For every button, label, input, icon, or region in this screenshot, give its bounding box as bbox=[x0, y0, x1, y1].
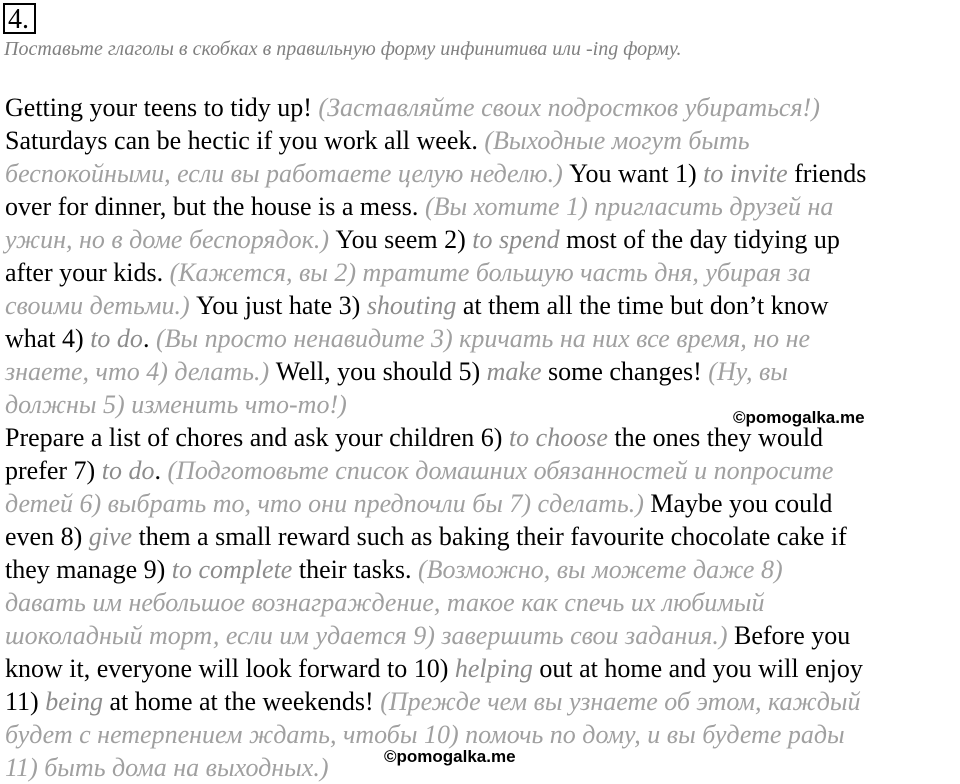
english-text: Prepare a list of chores and ask your children 6) bbox=[5, 423, 509, 452]
exercise-instruction: Поставьте глаголы в скобках в правильную форму инфинитива или -ing форму. bbox=[4, 38, 682, 60]
english-text: 11) bbox=[5, 687, 46, 716]
english-text: You just hate 3) bbox=[196, 291, 367, 320]
translation-text: (Ну, вы bbox=[708, 357, 788, 386]
english-text: the ones they would bbox=[607, 423, 824, 452]
translation-text: (Возможно, вы можете даже 8) bbox=[418, 555, 783, 584]
translation-text: 11) быть дома на выходных.) bbox=[5, 753, 329, 782]
english-text: even 8) bbox=[5, 522, 89, 551]
translation-text: (Прежде чем вы узнаете об этом, каждый bbox=[380, 687, 861, 716]
translation-text: своими детьми.) bbox=[5, 291, 197, 320]
answer-verb: to do bbox=[90, 324, 143, 353]
english-text: out at home and you will enjoy bbox=[532, 654, 863, 683]
translation-text: шоколадный торт, если им удается 9) завершить свои задания.) bbox=[5, 621, 734, 650]
translation-text: детей 6) выбрать то, что они предпочли бы 7) сделать.) bbox=[5, 489, 651, 518]
answer-verb: to spend bbox=[472, 225, 560, 254]
english-text: friends bbox=[787, 159, 867, 188]
text-line bbox=[5, 487, 960, 520]
english-text: some changes! bbox=[541, 357, 709, 386]
text-line bbox=[5, 619, 960, 652]
text-line bbox=[5, 652, 960, 685]
watermark: ©pomogalka.me bbox=[733, 408, 865, 427]
answer-verb: to choose bbox=[508, 423, 608, 452]
text-line bbox=[5, 685, 960, 718]
english-text: Maybe you could bbox=[650, 489, 833, 518]
answer-verb: helping bbox=[454, 654, 533, 683]
text-line bbox=[5, 223, 960, 256]
english-text: their tasks. bbox=[292, 555, 418, 584]
english-text: . bbox=[154, 456, 168, 485]
watermark: ©pomogalka.me bbox=[384, 747, 516, 766]
text-line bbox=[5, 157, 960, 190]
answer-verb: to do bbox=[101, 456, 155, 485]
english-text: over for dinner, but the house is a mess. bbox=[5, 192, 425, 221]
english-text: most of the day tidying up bbox=[559, 225, 840, 254]
english-text: Before you bbox=[734, 621, 851, 650]
translation-text: (Кажется, вы 2) тратите большую часть дня, убирая за bbox=[169, 258, 811, 287]
english-text: You want 1) bbox=[569, 159, 704, 188]
text-line bbox=[5, 322, 960, 355]
text-line bbox=[5, 553, 960, 586]
english-text: know it, everyone will look forward to 10) bbox=[5, 654, 455, 683]
english-text: they manage 9) bbox=[5, 555, 172, 584]
text-line bbox=[5, 454, 960, 487]
english-text: them a small reward such as baking their favourite chocolate cake if bbox=[132, 522, 847, 551]
exercise-number: 4. bbox=[3, 3, 36, 34]
translation-text: (Подготовьте список домашних обязанностей и попросите bbox=[167, 456, 834, 485]
translation-text: знаете, что 4) делать.) bbox=[5, 357, 276, 386]
english-text: Saturdays can be hectic if you work all week. bbox=[5, 126, 485, 155]
translation-text: должны 5) изменить что-то!) bbox=[5, 390, 347, 419]
translation-text: (Вы хотите 1) пригласить друзей на bbox=[424, 192, 834, 221]
translation-text: беспокойными, если вы работаете целую неделю.) bbox=[5, 159, 570, 188]
text-line bbox=[5, 289, 960, 322]
translation-text: (Выходные могут быть bbox=[484, 126, 750, 155]
text-line bbox=[5, 124, 960, 157]
answer-verb: to invite bbox=[703, 159, 788, 188]
english-text: prefer 7) bbox=[5, 456, 102, 485]
answer-verb: give bbox=[88, 522, 133, 551]
translation-text: ужин, но в доме беспорядок.) bbox=[5, 225, 336, 254]
answer-verb: shouting bbox=[366, 291, 457, 320]
english-text: after your kids. bbox=[5, 258, 170, 287]
english-text: Getting your teens to tidy up! bbox=[5, 93, 319, 122]
text-line bbox=[5, 256, 960, 289]
answer-verb: make bbox=[486, 357, 542, 386]
answer-verb: to complete bbox=[171, 555, 293, 584]
text-line bbox=[5, 190, 960, 223]
translation-text: (Заставляйте своих подростков убираться!) bbox=[318, 93, 820, 122]
text-line bbox=[5, 355, 960, 388]
english-text: . bbox=[142, 324, 156, 353]
english-text: at them all the time but don’t know bbox=[456, 291, 829, 320]
answer-verb: being bbox=[45, 687, 103, 716]
exercise-text bbox=[5, 91, 960, 784]
english-text: Well, you should 5) bbox=[275, 357, 487, 386]
translation-text: (Вы просто ненавидите 3) кричать на них все время, но не bbox=[155, 324, 811, 353]
english-text: at home at the weekends! bbox=[102, 687, 381, 716]
text-line bbox=[5, 91, 960, 124]
english-text: what 4) bbox=[5, 324, 91, 353]
translation-text: будет с нетерпением ждать, чтобы 10) помочь по дому, и вы будете рады bbox=[5, 720, 845, 749]
english-text: You seem 2) bbox=[335, 225, 473, 254]
translation-text: давать им небольшое вознаграждение, такое как спечь их любимый bbox=[5, 588, 765, 617]
text-line bbox=[5, 586, 960, 619]
text-line bbox=[5, 520, 960, 553]
